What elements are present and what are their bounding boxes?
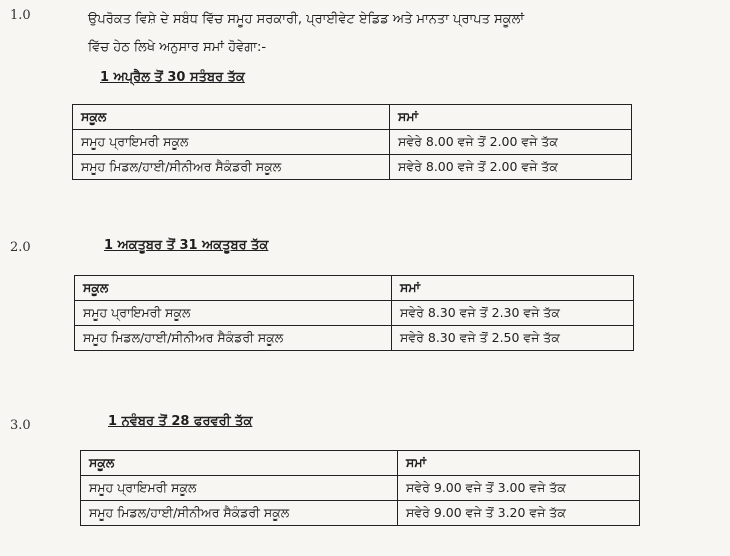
cell-time: ਸਵੇਰੇ 9.00 ਵਜੇ ਤੋਂ 3.00 ਵਜੇ ਤੱਕ [398, 476, 640, 501]
table-header-row [73, 105, 632, 130]
cell-time: ਸਵੇਰੇ 8.30 ਵਜੇ ਤੋਂ 2.30 ਵਜੇ ਤੱਕ [392, 301, 634, 326]
table-row [73, 155, 632, 180]
cell-time: ਸਵੇਰੇ 8.00 ਵਜੇ ਤੋਂ 2.00 ਵਜੇ ਤੱਕ [390, 155, 632, 180]
section-3-period: 1 ਨਵੰਬਰ ਤੋਂ 28 ਫਰਵਰੀ ਤੱਕ [108, 414, 253, 429]
section-1-table [72, 104, 632, 180]
intro-line-1: ਉਪਰੋਕਤ ਵਿਸ਼ੇ ਦੇ ਸਬੰਧ ਵਿੱਚ ਸਮੂਹ ਸਰਕਾਰੀ, ਪ੍ਰਾਈਵੇਟ ਏਡਿਡ ਅਤੇ ਮਾਨਤਾ ਪ੍ਰਾਪਤ ਸਕੂਲਾਂ [88, 12, 525, 27]
section-3-table [80, 450, 640, 526]
header-school: ਸਕੂਲ [81, 451, 398, 476]
header-school: ਸਕੂਲ [73, 105, 390, 130]
header-time: ਸਮਾਂ [390, 105, 632, 130]
table-row [73, 130, 632, 155]
table-row [75, 326, 634, 351]
table-row [81, 501, 640, 526]
section-2-number: 2.0 [10, 240, 31, 255]
table-header-row [75, 276, 634, 301]
cell-school: ਸਮੂਹ ਪ੍ਰਾਇਮਰੀ ਸਕੂਲ [75, 301, 392, 326]
section-2-period: 1 ਅਕਤੂਬਰ ਤੋਂ 31 ਅਕਤੂਬਰ ਤੱਕ [104, 238, 269, 253]
cell-school: ਸਮੂਹ ਪ੍ਰਾਇਮਰੀ ਸਕੂਲ [81, 476, 398, 501]
table-row [75, 301, 634, 326]
cell-time: ਸਵੇਰੇ 8.30 ਵਜੇ ਤੋਂ 2.50 ਵਜੇ ਤੱਕ [392, 326, 634, 351]
section-1-number: 1.0 [10, 8, 31, 23]
cell-time: ਸਵੇਰੇ 8.00 ਵਜੇ ਤੋਂ 2.00 ਵਜੇ ਤੱਕ [390, 130, 632, 155]
cell-school: ਸਮੂਹ ਮਿਡਲ/ਹਾਈ/ਸੀਨੀਅਰ ਸੈਕੰਡਰੀ ਸਕੂਲ [75, 326, 392, 351]
header-time: ਸਮਾਂ [398, 451, 640, 476]
section-1-period: 1 ਅਪ੍ਰੈਲ ਤੋਂ 30 ਸਤੰਬਰ ਤੱਕ [100, 70, 245, 85]
cell-school: ਸਮੂਹ ਮਿਡਲ/ਹਾਈ/ਸੀਨੀਅਰ ਸੈਕੰਡਰੀ ਸਕੂਲ [73, 155, 390, 180]
header-time: ਸਮਾਂ [392, 276, 634, 301]
section-2-table [74, 275, 634, 351]
section-3-number: 3.0 [10, 418, 31, 433]
intro-paragraph [88, 6, 648, 62]
cell-school: ਸਮੂਹ ਪ੍ਰਾਇਮਰੀ ਸਕੂਲ [73, 130, 390, 155]
header-school: ਸਕੂਲ [75, 276, 392, 301]
cell-time: ਸਵੇਰੇ 9.00 ਵਜੇ ਤੋਂ 3.20 ਵਜੇ ਤੱਕ [398, 501, 640, 526]
table-header-row [81, 451, 640, 476]
cell-school: ਸਮੂਹ ਮਿਡਲ/ਹਾਈ/ਸੀਨੀਅਰ ਸੈਕੰਡਰੀ ਸਕੂਲ [81, 501, 398, 526]
intro-line-2: ਵਿੱਚ ਹੇਠ ਲਿਖੇ ਅਨੁਸਾਰ ਸਮਾਂ ਹੋਵੇਗਾ:- [88, 40, 267, 55]
table-row [81, 476, 640, 501]
